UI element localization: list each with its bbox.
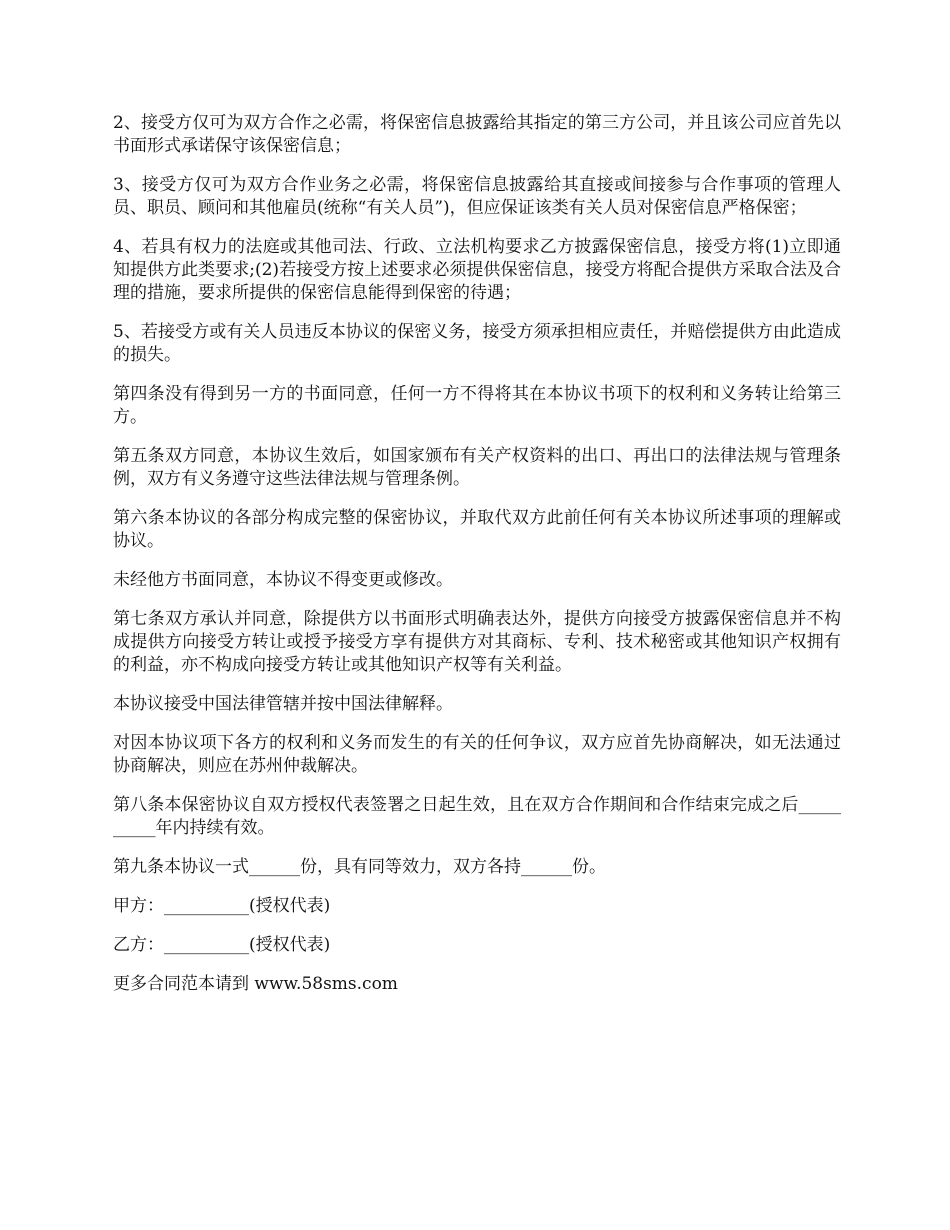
article-9-paragraph: 第九条本协议一式______份，具有同等效力，双方各持______份。 <box>113 857 606 877</box>
amendment-paragraph: 未经他方书面同意，本协议不得变更或修改。 <box>113 570 453 590</box>
clause-2-paragraph: 2、接受方仅可为双方合作之必需，将保密信息披露给其指定的第三方公司，并且该公司应首先以书面形式承诺保守该保密信息； <box>113 113 841 156</box>
clause-5-paragraph: 5、若接受方或有关人员违反本协议的保密义务，接受方须承担相应责任，并赔偿提供方由此造成的损失。 <box>113 322 841 365</box>
document-body <box>113 112 841 1012</box>
governing-law-paragraph: 本协议接受中国法律管辖并按中国法律解释。 <box>113 694 453 714</box>
article-7-paragraph: 第七条双方承认并同意，除提供方以书面形式明确表达外，提供方向接受方披露保密信息并不构成提供方向接受方转让或授予接受方享有提供方对其商标、专利、技术秘密或其他知识产权拥有的利益，亦不构成向接受方转让或其他知识产权等有关利益。 <box>113 609 841 675</box>
article-8-paragraph: 第八条本保密协议自双方授权代表签署之日起生效，且在双方合作期间和合作结束完成之后__________年内持续有效。 <box>113 795 841 838</box>
article-6-paragraph: 第六条本协议的各部分构成完整的保密协议，并取代双方此前任何有关本协议所述事项的理解或协议。 <box>113 508 841 551</box>
article-5-paragraph: 第五条双方同意，本协议生效后，如国家颁布有关产权资料的出口、再出口的法律法规与管理条例，双方有义务遵守这些法律法规与管理条例。 <box>113 446 841 489</box>
more-templates-footer: 更多合同范本请到 www.58sms.com <box>113 974 398 994</box>
party-a-signature-line: 甲方：__________(授权代表) <box>113 896 331 916</box>
clause-3-paragraph: 3、接受方仅可为双方合作业务之必需，将保密信息披露给其直接或间接参与合作事项的管理人员、职员、顾问和其他雇员(统称“有关人员”)，但应保证该类有关人员对保密信息严格保密； <box>113 175 841 218</box>
party-b-signature-line: 乙方：__________(授权代表) <box>113 935 331 955</box>
article-4-paragraph: 第四条没有得到另一方的书面同意，任何一方不得将其在本协议书项下的权利和义务转让给第三方。 <box>113 384 841 427</box>
dispute-resolution-paragraph: 对因本协议项下各方的权利和义务而发生的有关的任何争议，双方应首先协商解决，如无法通过协商解决，则应在苏州仲裁解决。 <box>113 733 841 776</box>
clause-4-paragraph: 4、若具有权力的法庭或其他司法、行政、立法机构要求乙方披露保密信息，接受方将(1)立即通知提供方此类要求;(2)若接受方按上述要求必须提供保密信息，接受方将配合提供方采取合法及合理的措施，要求所提供的保密信息能得到保密的待遇； <box>113 237 841 303</box>
